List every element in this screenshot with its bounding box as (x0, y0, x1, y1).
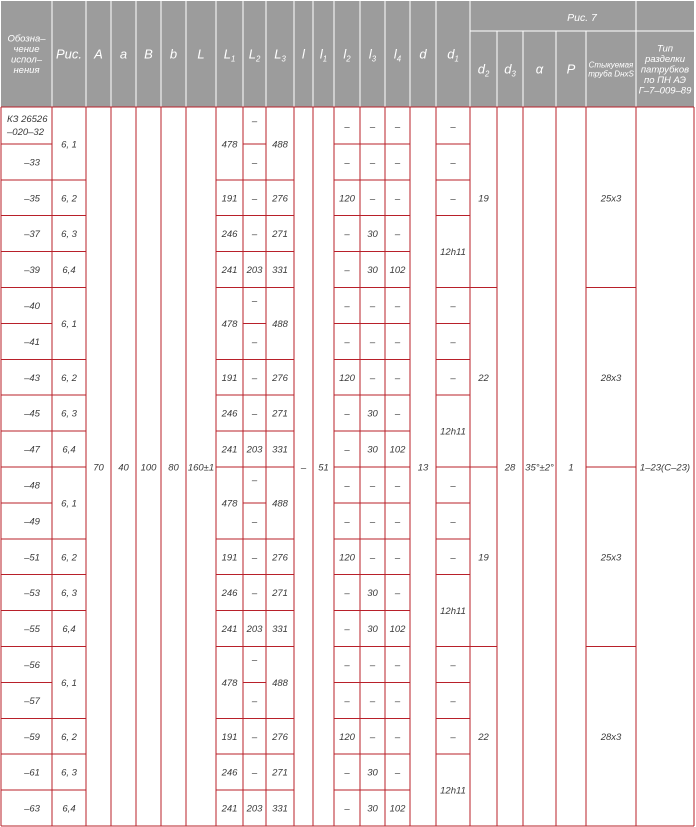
header-type: патрубков (640, 64, 690, 76)
cell-L1: 241 (221, 803, 238, 815)
header-d2: $d_2$ (477, 61, 490, 79)
cell-L1: 478 (221, 677, 238, 689)
cell-l2: – (344, 480, 350, 492)
cell-design: –35 (24, 193, 40, 205)
cell-L3: 331 (272, 265, 288, 277)
cell-L2: – (251, 731, 258, 743)
cell-fig: 6, 2 (61, 731, 77, 743)
cell-l4: 102 (389, 624, 406, 636)
cell-P: 1 (568, 462, 574, 474)
cell-pipe: 25x3 (600, 193, 622, 205)
cell-L2: – (251, 654, 258, 666)
cell-l2: – (344, 588, 350, 600)
cell-alpha: 35°±2° (525, 462, 554, 474)
header-l1: $l_1$ (319, 46, 328, 64)
cell-design: –57 (24, 695, 40, 707)
cell-L2: – (251, 408, 258, 420)
cell-fig: 6, 3 (61, 767, 77, 779)
cell-fig: 6,4 (62, 444, 76, 456)
header-d: d (419, 46, 427, 62)
cell-l3: – (369, 552, 376, 564)
cell-L3: 488 (272, 318, 288, 330)
cell-fig: 6, 3 (61, 588, 77, 600)
cell-l3: 30 (367, 265, 378, 277)
header-pipe: Стыкуемая (588, 60, 634, 70)
cell-l2: – (344, 336, 350, 348)
cell-L2: – (251, 588, 258, 600)
cell-l4: – (394, 516, 401, 528)
cell-l4: – (394, 157, 401, 169)
header-P: P (566, 61, 576, 77)
cell-L1: 246 (221, 229, 238, 241)
cell-design: КЗ 26526 (7, 114, 48, 125)
cell-fig: 6, 1 (61, 139, 77, 151)
cell-L3: 271 (272, 229, 288, 241)
table-grid (1, 107, 694, 826)
cell-L2: – (251, 372, 258, 384)
cell-l4: – (394, 372, 401, 384)
cell-l4: – (394, 767, 401, 779)
cell-L2: – (251, 552, 258, 564)
cell-design: –59 (24, 731, 40, 743)
cell-L2: – (251, 475, 258, 486)
cell-design: –61 (24, 767, 40, 779)
header-L: L (197, 46, 205, 62)
cell-d1: – (450, 300, 456, 312)
cell-l2: – (344, 121, 350, 133)
cell-L2: – (251, 695, 258, 707)
cell-design: –56 (24, 659, 40, 671)
cell-L2: – (251, 516, 258, 528)
cell-d: 13 (417, 462, 429, 474)
cell-L1: 246 (221, 408, 238, 420)
cell-l3: 30 (367, 408, 378, 420)
cell-l2: – (344, 265, 350, 277)
cell-l3: – (369, 157, 376, 169)
cell-L2: – (251, 336, 258, 348)
cell-fig: 6, 1 (61, 677, 77, 689)
cell-pipe: 28x3 (600, 372, 622, 384)
cell-d1: – (450, 157, 456, 169)
cell-l2: 120 (339, 193, 355, 205)
header-L1: $L_1$ (223, 46, 236, 64)
cell-L1: 191 (221, 372, 238, 384)
cell-fig: 6, 2 (61, 552, 77, 564)
cell-L2: – (251, 295, 258, 307)
cell-l3: – (369, 336, 376, 348)
cell-L2: 203 (246, 444, 263, 456)
cell-l4: – (394, 336, 401, 348)
cell-d1-merged: 12h11 (440, 247, 466, 259)
cell-L1: 246 (221, 588, 238, 600)
cell-d1: – (450, 336, 456, 348)
cell-l4: – (394, 408, 401, 420)
cell-l2: – (344, 300, 350, 312)
header-b: b (169, 46, 178, 62)
cell-L3: 488 (272, 498, 288, 510)
cell-l3: – (369, 695, 376, 707)
cell-d1: – (450, 372, 456, 384)
cell-l2: – (344, 695, 350, 707)
header-pipe: труба DнxS (588, 69, 634, 79)
header-l2: $l_2$ (343, 46, 351, 64)
cell-l2: 120 (339, 552, 355, 564)
cell-fig: 6,4 (62, 803, 76, 815)
cell-L1: 191 (221, 193, 238, 205)
cell-d2: 22 (478, 731, 489, 743)
header-alpha: α (535, 61, 544, 77)
cell-l3: – (369, 480, 376, 492)
cell-design: –39 (24, 265, 40, 277)
header-type: Г–7–009–89 (638, 85, 692, 97)
cell-pipe: 25x3 (600, 552, 622, 564)
cell-design: –37 (24, 229, 40, 241)
cell-L3: 331 (272, 624, 288, 636)
cell-d1-merged: 12h11 (440, 785, 466, 797)
header-design: испол– (11, 54, 42, 66)
cell-design: –45 (24, 408, 40, 420)
cell-l2: – (344, 229, 350, 241)
cell-L3: 276 (272, 552, 288, 564)
cell-d1-merged: 12h11 (440, 426, 466, 438)
cell-L3: 276 (272, 731, 288, 743)
cell-fig: 6, 3 (61, 229, 77, 241)
cell-fig: 6, 1 (61, 498, 77, 510)
cell-L1: 246 (221, 767, 238, 779)
cell-l4: – (394, 552, 401, 564)
header-d3: $d_3$ (504, 61, 516, 79)
cell-fig: 6, 2 (61, 372, 77, 384)
header-A: A (94, 46, 103, 62)
cell-B: 100 (140, 462, 157, 474)
cell-l3: – (369, 121, 376, 133)
cell-fig: 6, 1 (61, 318, 77, 330)
cell-l2: – (344, 408, 350, 420)
cell-l3: – (369, 659, 376, 671)
cell-l4: – (394, 731, 401, 743)
cell-type: 1–23(С–23) (639, 462, 691, 474)
header-L2: $L_2$ (248, 46, 261, 64)
cell-fig: 6,4 (62, 265, 76, 277)
cell-a: 40 (118, 462, 129, 474)
cell-d1: – (450, 659, 456, 671)
cell-l2: – (344, 624, 350, 636)
cell-l4: 102 (389, 803, 406, 815)
cell-l4: – (394, 480, 401, 492)
cell-fig: 6, 3 (61, 408, 77, 420)
header-l: l (302, 46, 305, 62)
cell-l4: 102 (389, 265, 406, 277)
cell-l1: 51 (318, 462, 329, 474)
cell-l2: – (344, 516, 350, 528)
cell-l3: – (369, 193, 376, 205)
header-type: Тип (657, 43, 673, 55)
cell-L2: – (251, 193, 258, 205)
cell-l3: 30 (367, 803, 378, 815)
header-B: B (144, 46, 153, 62)
cell-design: –51 (24, 552, 40, 564)
cell-L1: 478 (221, 139, 238, 151)
table-body (6, 114, 690, 815)
cell-L: 160±1 (187, 462, 215, 474)
header-fig: Рис. (55, 46, 83, 62)
cell-design: –43 (24, 372, 40, 384)
cell-l4: – (394, 695, 401, 707)
cell-L3: 271 (272, 588, 288, 600)
cell-fig: 6, 2 (61, 193, 77, 205)
cell-l4: – (394, 229, 401, 241)
cell-l4: – (394, 121, 401, 133)
cell-d1: – (450, 193, 456, 205)
cell-L3: 331 (272, 444, 288, 456)
cell-l3: – (369, 372, 376, 384)
cell-design: –47 (24, 444, 40, 456)
header-l3: $l_3$ (368, 46, 377, 64)
cell-l3: 30 (367, 767, 378, 779)
cell-l2: – (344, 803, 350, 815)
cell-L1: 241 (221, 444, 238, 456)
cell-design: –63 (24, 803, 40, 815)
cell-l3: 30 (367, 624, 378, 636)
header-ris7: Рис. 7 (567, 12, 597, 24)
cell-d1-merged: 12h11 (440, 606, 466, 618)
cell-l4: – (394, 193, 401, 205)
cell-l4: – (394, 659, 401, 671)
header-d1: $d_1$ (447, 46, 459, 64)
cell-d2: 19 (478, 193, 489, 205)
cell-design: –53 (24, 588, 40, 600)
cell-design: –020–32 (7, 127, 44, 138)
cell-d1: – (450, 552, 456, 564)
cell-design: –55 (24, 624, 40, 636)
header-type: по ПН АЭ (643, 74, 687, 86)
cell-l4: – (394, 588, 401, 600)
cell-d1: – (450, 731, 456, 743)
cell-L3: 271 (272, 767, 288, 779)
header-design: нения (13, 65, 40, 77)
cell-l3: – (369, 300, 376, 312)
cell-L1: 241 (221, 265, 238, 277)
cell-design: –40 (24, 300, 40, 312)
header-design: Обозна– (7, 33, 46, 45)
cell-l2: – (344, 659, 350, 671)
cell-L1: 241 (221, 624, 238, 636)
header-a: a (119, 46, 128, 62)
cell-L3: 488 (272, 139, 288, 151)
cell-l2: – (344, 444, 350, 456)
cell-design: –33 (24, 157, 40, 169)
cell-d3: 28 (504, 462, 516, 474)
cell-l3: – (369, 516, 376, 528)
cell-L2: – (251, 767, 258, 779)
cell-A: 70 (93, 462, 104, 474)
cell-l: – (300, 462, 307, 474)
cell-pipe: 28x3 (600, 731, 622, 743)
cell-d1: – (450, 695, 456, 707)
header-type: разделки (644, 53, 686, 65)
cell-l3: 30 (367, 229, 378, 241)
cell-l4: – (394, 300, 401, 312)
cell-L2: 203 (246, 624, 263, 636)
cell-L1: 478 (221, 318, 238, 330)
cell-d1: – (450, 480, 456, 492)
cell-d1: – (450, 121, 456, 133)
cell-l2: 120 (339, 372, 355, 384)
cell-L2: – (251, 157, 258, 169)
cell-l4: 102 (389, 444, 406, 456)
cell-l2: – (344, 157, 350, 169)
cell-L3: 271 (272, 408, 288, 420)
cell-l3: 30 (367, 444, 378, 456)
cell-L3: 276 (272, 372, 288, 384)
header-l4: $l_4$ (393, 46, 402, 64)
cell-L1: 191 (221, 552, 238, 564)
cell-L2: 203 (246, 803, 263, 815)
header-design: чение (13, 44, 40, 56)
cell-l3: 30 (367, 588, 378, 600)
cell-l3: – (369, 731, 376, 743)
cell-L3: 276 (272, 193, 288, 205)
cell-b: 80 (168, 462, 179, 474)
cell-l2: – (344, 767, 350, 779)
cell-L2: 203 (246, 265, 263, 277)
cell-d2: 19 (478, 552, 489, 564)
cell-L2: – (251, 116, 258, 127)
cell-l2: 120 (339, 731, 355, 743)
cell-L3: 488 (272, 677, 288, 689)
cell-L1: 191 (221, 731, 238, 743)
cell-d2: 22 (478, 372, 489, 384)
cell-design: –49 (24, 516, 40, 528)
header-L3: $L_3$ (274, 46, 286, 64)
cell-d1: – (450, 516, 456, 528)
cell-L1: 478 (221, 498, 238, 510)
cell-L2: – (251, 229, 258, 241)
cell-fig: 6,4 (62, 624, 76, 636)
cell-design: –48 (24, 480, 40, 492)
cell-design: –41 (24, 336, 40, 348)
cell-L3: 331 (272, 803, 288, 815)
